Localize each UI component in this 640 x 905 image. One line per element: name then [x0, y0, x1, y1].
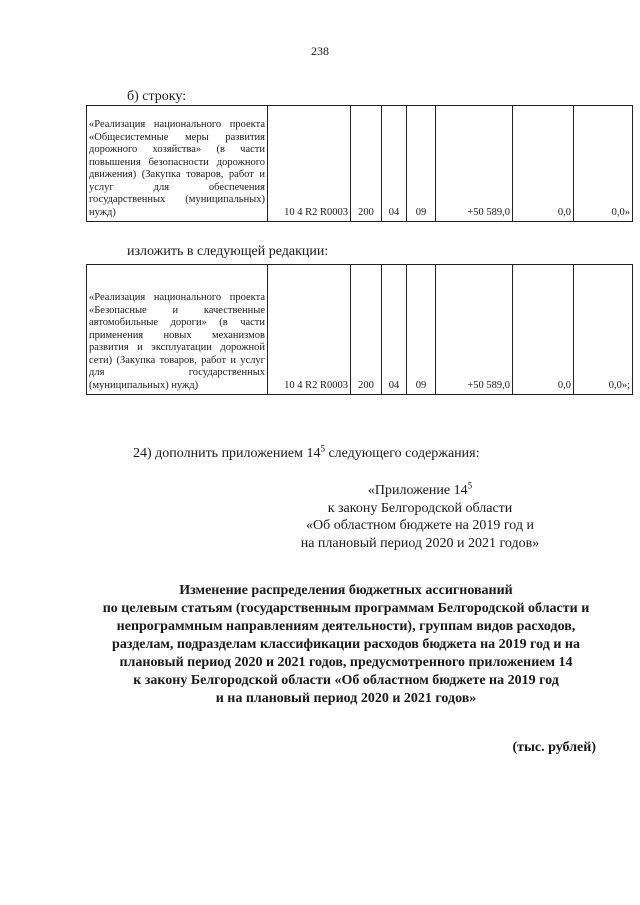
row-amount-2019: +50 589,0: [436, 106, 513, 222]
heading-line: плановый период 2020 и 2021 годов, предусмотренного приложением 14: [119, 655, 573, 670]
heading-line: по целевым статьям (государственным программам Белгородской области и: [102, 601, 590, 616]
intro-b-text: б) строку:: [127, 89, 187, 104]
table-row: [87, 265, 633, 395]
intro-replace-text: изложить в следующей редакции:: [127, 244, 329, 259]
appendix-line-2: к закону Белгородской области: [327, 500, 513, 516]
row-amount-2021: 0,0»;: [574, 265, 633, 395]
row-section: 04: [382, 265, 407, 395]
page-number: 238: [311, 44, 329, 58]
heading-line: непрограммным направлениям деятельности), группам видов расходов,: [116, 619, 576, 634]
appendix-line-4: на плановый период 2020 и 2021 годов»: [300, 535, 540, 551]
row-code: 10 4 R2 R0003: [268, 106, 351, 222]
heading-line: разделам, подразделам классификации расходов бюджета на 2019 год и на: [112, 637, 580, 652]
row-amount-2021: 0,0»: [574, 106, 633, 222]
row-subsection: 09: [407, 265, 436, 395]
item-24-after: следующего содержания:: [324, 446, 480, 461]
appendix-caption: [260, 482, 580, 552]
item-24-before: 24) дополнить приложением 14: [133, 446, 321, 461]
appendix-superscript: 5: [467, 480, 473, 491]
heading-line: и на плановый период 2020 и 2021 годов»: [215, 691, 477, 706]
row-amount-2020: 0,0: [513, 106, 574, 222]
row-subsection: 09: [407, 106, 436, 222]
row-group: 200: [351, 106, 382, 222]
heading-line: Изменение распределения бюджетных ассигнований: [179, 583, 513, 598]
row-amount-2019: +50 589,0: [436, 265, 513, 395]
item-24-superscript: 5: [320, 443, 325, 454]
item-24-text: [133, 443, 480, 462]
row-group: 200: [351, 265, 382, 395]
document-heading: [78, 582, 614, 708]
row-description: «Реализация национального проекта «Безопасные и качественные автомобильные дороги» (в части применения новых механизмов развития и эксплуатации дорожной сети) (Закупка товаров, работ и услуг для государственных (муниципальных) нужд): [87, 265, 268, 395]
row-code: 10 4 R2 R0003: [268, 265, 351, 395]
appendix-line-3: «Об областном бюджете на 2019 год и: [306, 518, 534, 533]
budget-table-old: [86, 105, 633, 222]
row-amount-2020: 0,0: [513, 265, 574, 395]
table-row: [87, 106, 633, 222]
appendix-prefix: «Приложение 14: [367, 483, 468, 498]
row-description: «Реализация национального проекта «Общесистемные меры развития дорожного хозяйства» (в части повышения безопасности дорожного движения) (Закупка товаров, работ и услуг для обеспечения государственных (муниципальных) нужд): [87, 106, 268, 222]
row-section: 04: [382, 106, 407, 222]
units-label: (тыс. рублей): [512, 740, 596, 755]
appendix-line-1: [260, 482, 580, 500]
heading-line: к закону Белгородской области «Об областном бюджете на 2019 год: [133, 673, 559, 688]
budget-table-new: [86, 264, 633, 395]
